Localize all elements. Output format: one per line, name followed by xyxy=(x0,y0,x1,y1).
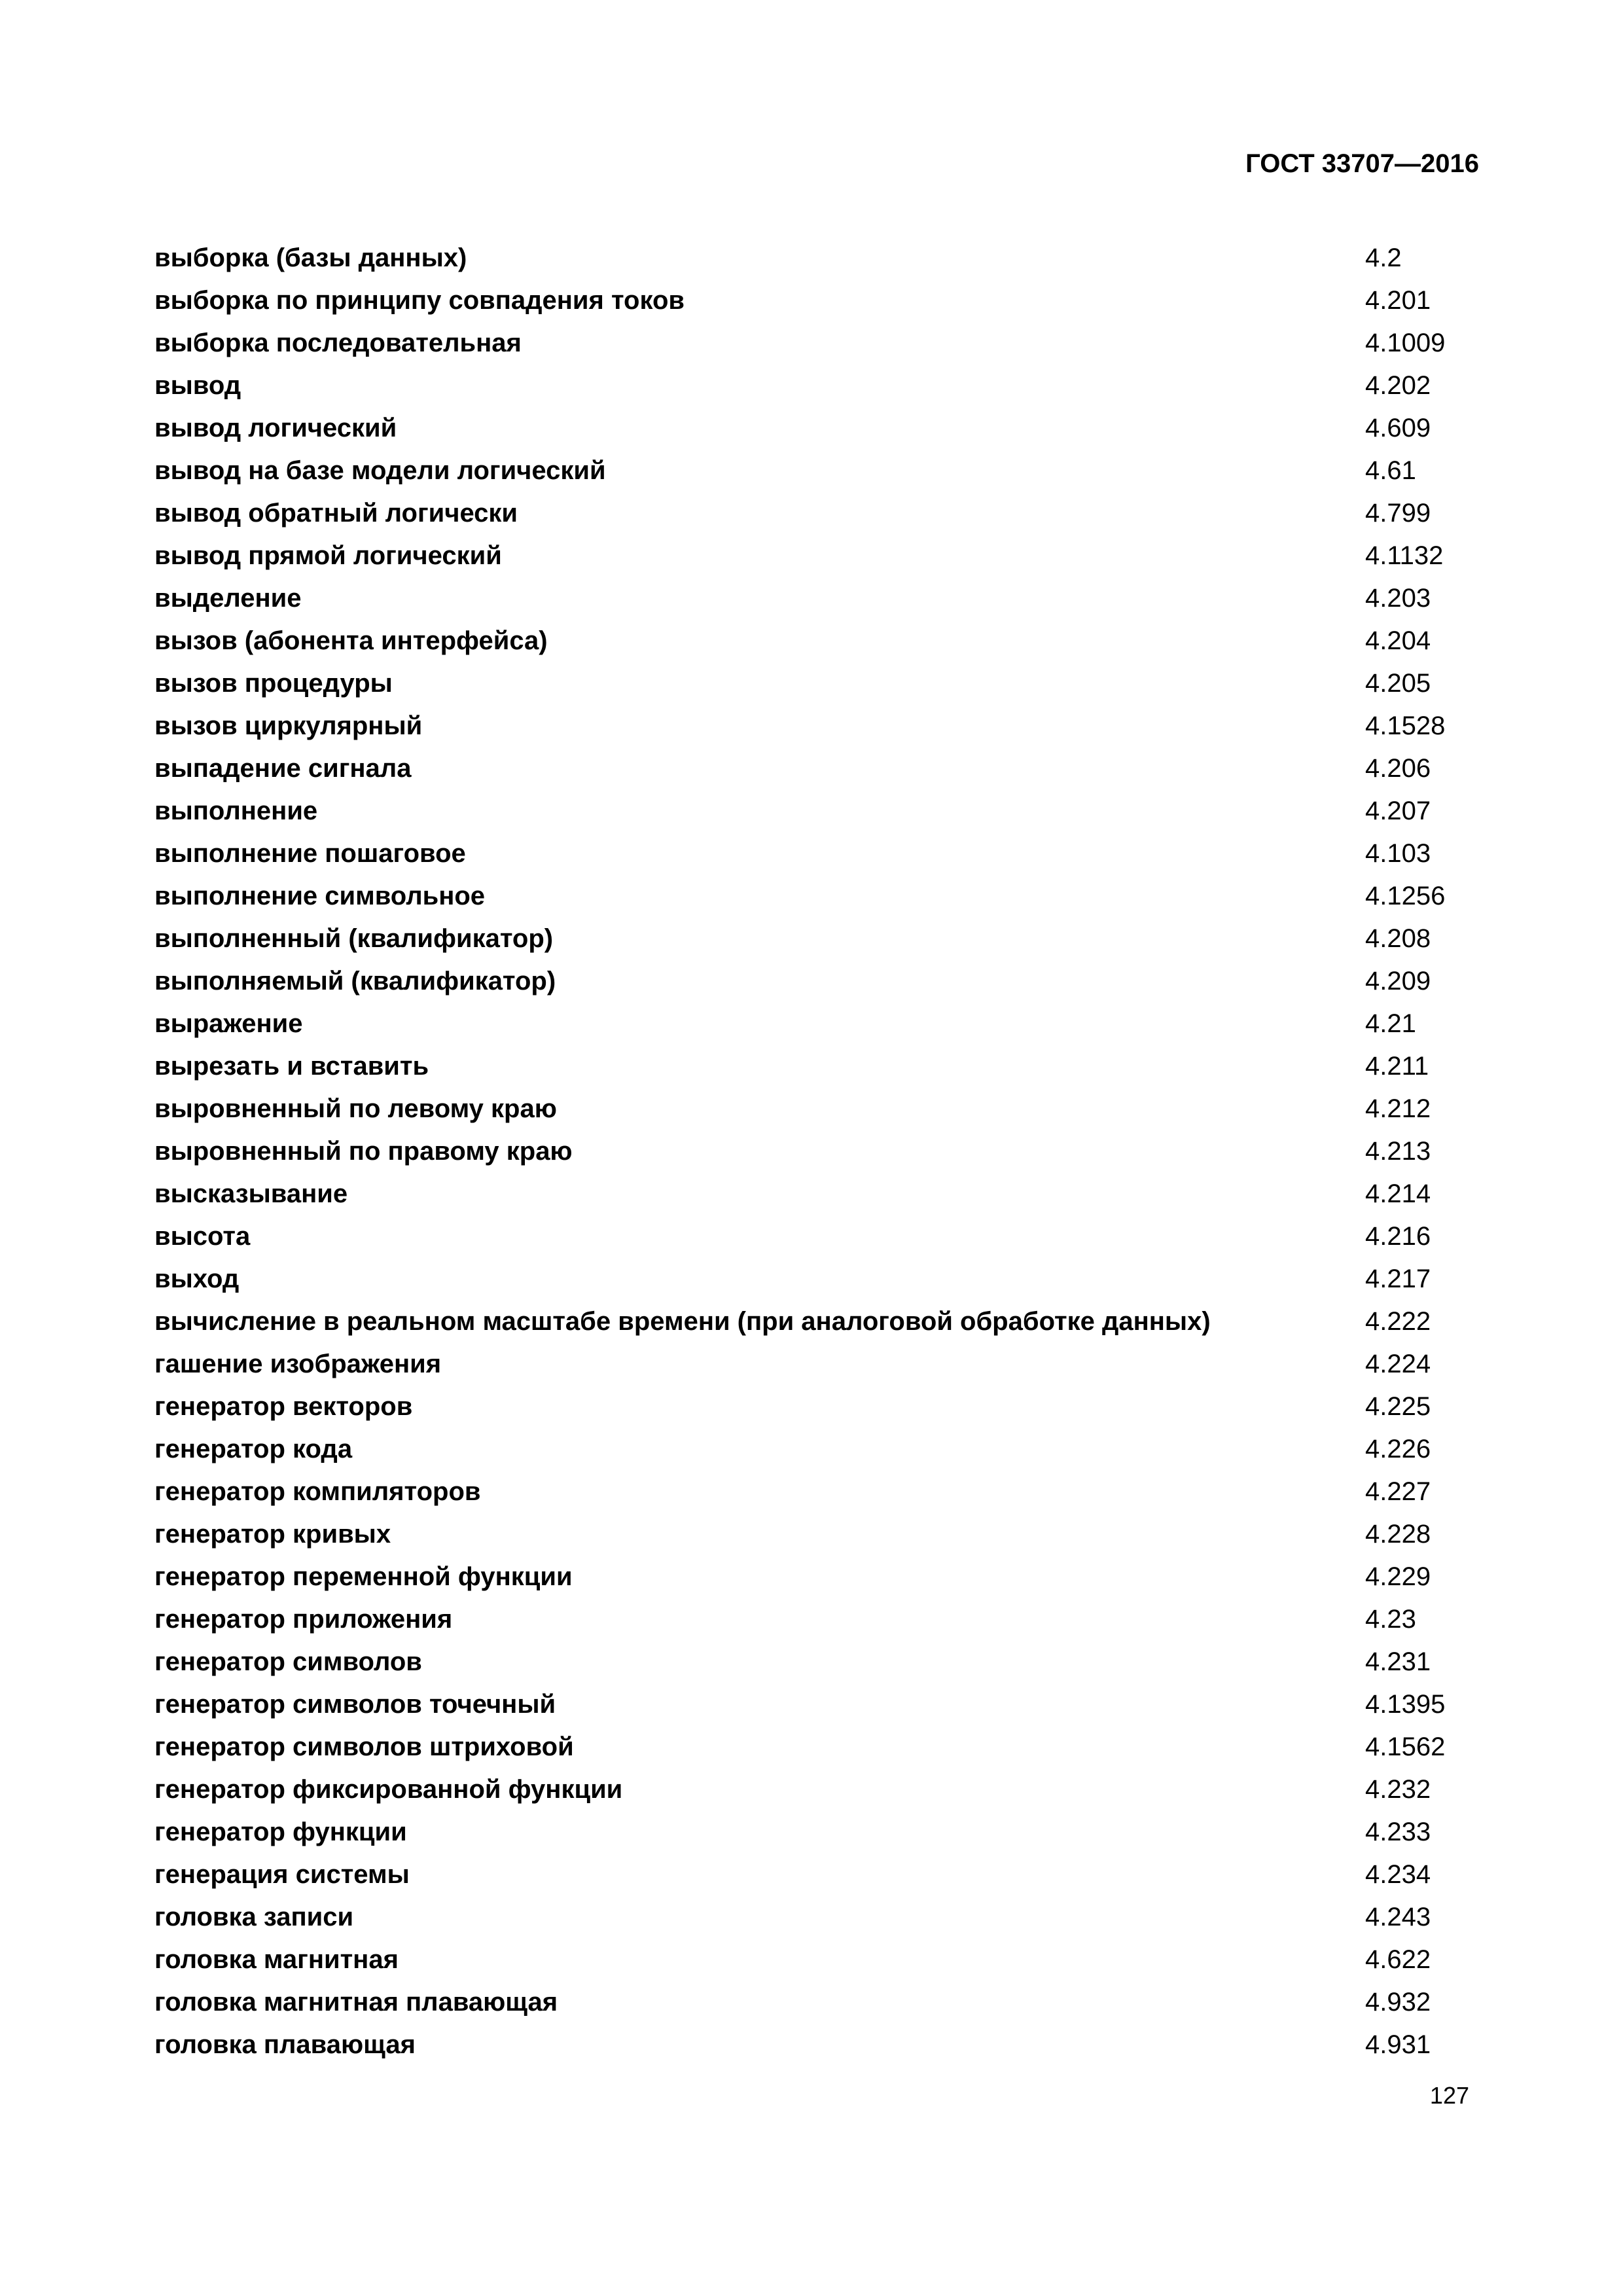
term-label: выровненный по правому краю xyxy=(154,1137,573,1166)
document-header xyxy=(1245,148,1479,179)
term-row xyxy=(154,1088,1476,1130)
term-row xyxy=(154,1215,1476,1258)
term-reference: 4.23 xyxy=(1365,1605,1416,1634)
term-row xyxy=(154,1598,1476,1641)
page-number: 127 xyxy=(1429,2082,1469,2109)
term-row xyxy=(154,1939,1476,1981)
term-row xyxy=(154,1300,1476,1343)
term-row xyxy=(154,833,1476,875)
term-row xyxy=(154,2024,1476,2066)
term-label: генератор символов штриховой xyxy=(154,1732,574,1761)
term-label: выровненный по левому краю xyxy=(154,1094,557,1123)
term-row xyxy=(154,918,1476,960)
term-row xyxy=(154,1641,1476,1683)
term-label: выделение xyxy=(154,584,302,613)
term-row xyxy=(154,960,1476,1003)
term-label: вывод обратный логически xyxy=(154,499,518,528)
term-label: головка записи xyxy=(154,1903,354,1931)
term-label: вызов циркулярный xyxy=(154,711,423,740)
term-reference: 4.213 xyxy=(1365,1137,1431,1166)
term-reference: 4.1132 xyxy=(1365,541,1444,570)
term-reference: 4.932 xyxy=(1365,1988,1431,2017)
term-row xyxy=(154,535,1476,577)
term-label: вырезать и вставить xyxy=(154,1052,429,1081)
term-reference: 4.211 xyxy=(1365,1052,1429,1081)
term-label: вывод xyxy=(154,371,241,400)
term-row xyxy=(154,492,1476,535)
term-reference: 4.799 xyxy=(1365,499,1431,528)
term-label: выполняемый (квалификатор) xyxy=(154,967,556,996)
term-label: вывод прямой логический xyxy=(154,541,502,570)
term-label: головка плавающая xyxy=(154,2030,416,2059)
term-reference: 4.103 xyxy=(1365,839,1431,868)
term-row xyxy=(154,1556,1476,1598)
term-label: высказывание xyxy=(154,1179,348,1208)
term-row xyxy=(154,1726,1476,1768)
term-label: выражение xyxy=(154,1009,303,1038)
term-row xyxy=(154,1386,1476,1428)
term-reference: 4.609 xyxy=(1365,414,1431,442)
term-row xyxy=(154,747,1476,790)
term-row xyxy=(154,577,1476,620)
term-label: вызов процедуры xyxy=(154,669,393,698)
standard-designation: ГОСТ 33707—2016 xyxy=(1245,149,1479,178)
term-reference: 4.222 xyxy=(1365,1307,1431,1336)
term-row xyxy=(154,1173,1476,1215)
term-reference: 4.232 xyxy=(1365,1775,1431,1804)
term-label: генератор приложения xyxy=(154,1605,453,1634)
term-reference: 4.234 xyxy=(1365,1860,1431,1889)
term-label: выборка по принципу совпадения токов xyxy=(154,286,685,315)
term-reference: 4.1395 xyxy=(1365,1690,1446,1719)
term-row xyxy=(154,1854,1476,1896)
term-reference: 4.212 xyxy=(1365,1094,1431,1123)
term-label: вывод на базе модели логический xyxy=(154,456,606,485)
term-row xyxy=(154,322,1476,365)
term-label: генератор переменной функции xyxy=(154,1562,573,1591)
term-label: генератор кода xyxy=(154,1435,353,1463)
term-reference: 4.21 xyxy=(1365,1009,1416,1038)
term-label: генератор компиляторов xyxy=(154,1477,481,1506)
term-reference: 4.216 xyxy=(1365,1222,1431,1251)
term-label: головка магнитная xyxy=(154,1945,399,1974)
term-reference: 4.229 xyxy=(1365,1562,1431,1591)
term-reference: 4.226 xyxy=(1365,1435,1431,1463)
term-label: выпадение сигнала xyxy=(154,754,412,783)
term-reference: 4.209 xyxy=(1365,967,1431,996)
term-reference: 4.228 xyxy=(1365,1520,1431,1549)
term-reference: 4.622 xyxy=(1365,1945,1431,1974)
term-row xyxy=(154,705,1476,747)
term-reference: 4.217 xyxy=(1365,1265,1431,1293)
term-reference: 4.227 xyxy=(1365,1477,1431,1506)
term-reference: 4.224 xyxy=(1365,1350,1431,1378)
term-reference: 4.243 xyxy=(1365,1903,1431,1931)
term-row xyxy=(154,1811,1476,1854)
term-reference: 4.206 xyxy=(1365,754,1431,783)
term-label: генератор фиксированной функции xyxy=(154,1775,623,1804)
term-label: генератор символов точечный xyxy=(154,1690,556,1719)
term-row xyxy=(154,1683,1476,1726)
term-label: выход xyxy=(154,1265,240,1293)
term-row xyxy=(154,237,1476,279)
term-row xyxy=(154,1471,1476,1513)
term-label: генератор векторов xyxy=(154,1392,413,1421)
term-label: гашение изображения xyxy=(154,1350,442,1378)
term-row xyxy=(154,1768,1476,1811)
term-row xyxy=(154,1130,1476,1173)
term-row xyxy=(154,875,1476,918)
term-reference: 4.1009 xyxy=(1365,329,1446,357)
term-reference: 4.1256 xyxy=(1365,882,1446,910)
term-label: вызов (абонента интерфейса) xyxy=(154,626,548,655)
term-label: вычисление в реальном масштабе времени (при аналоговой обработке данных) xyxy=(154,1307,1211,1336)
term-row xyxy=(154,662,1476,705)
term-reference: 4.214 xyxy=(1365,1179,1431,1208)
term-reference: 4.225 xyxy=(1365,1392,1431,1421)
term-reference: 4.233 xyxy=(1365,1818,1431,1846)
term-row xyxy=(154,1343,1476,1386)
term-label: генератор кривых xyxy=(154,1520,391,1549)
term-reference: 4.2 xyxy=(1365,243,1402,272)
term-row xyxy=(154,1045,1476,1088)
term-reference: 4.204 xyxy=(1365,626,1431,655)
term-label: высота xyxy=(154,1222,251,1251)
term-reference: 4.207 xyxy=(1365,797,1431,825)
term-label: вывод логический xyxy=(154,414,397,442)
term-row xyxy=(154,365,1476,407)
term-reference: 4.931 xyxy=(1365,2030,1431,2059)
term-reference: 4.1562 xyxy=(1365,1732,1446,1761)
term-reference: 4.205 xyxy=(1365,669,1431,698)
term-label: выполнение xyxy=(154,797,318,825)
term-index-list xyxy=(154,237,1476,2066)
term-reference: 4.201 xyxy=(1365,286,1431,315)
term-row xyxy=(154,1428,1476,1471)
term-reference: 4.231 xyxy=(1365,1647,1431,1676)
term-label: выполнение символьное xyxy=(154,882,486,910)
term-row xyxy=(154,407,1476,450)
term-label: выборка последовательная xyxy=(154,329,522,357)
term-label: выполненный (квалификатор) xyxy=(154,924,554,953)
term-reference: 4.208 xyxy=(1365,924,1431,953)
term-label: генератор символов xyxy=(154,1647,422,1676)
term-row xyxy=(154,790,1476,833)
term-reference: 4.1528 xyxy=(1365,711,1446,740)
term-row xyxy=(154,279,1476,322)
term-row xyxy=(154,450,1476,492)
term-reference: 4.202 xyxy=(1365,371,1431,400)
term-label: генерация системы xyxy=(154,1860,410,1889)
term-row xyxy=(154,1513,1476,1556)
term-row xyxy=(154,1003,1476,1045)
term-label: выборка (базы данных) xyxy=(154,243,467,272)
term-row xyxy=(154,1896,1476,1939)
term-row xyxy=(154,1981,1476,2024)
term-label: выполнение пошаговое xyxy=(154,839,466,868)
term-row xyxy=(154,620,1476,662)
term-reference: 4.61 xyxy=(1365,456,1416,485)
term-label: генератор функции xyxy=(154,1818,407,1846)
term-reference: 4.203 xyxy=(1365,584,1431,613)
term-row xyxy=(154,1258,1476,1300)
term-label: головка магнитная плавающая xyxy=(154,1988,558,2017)
